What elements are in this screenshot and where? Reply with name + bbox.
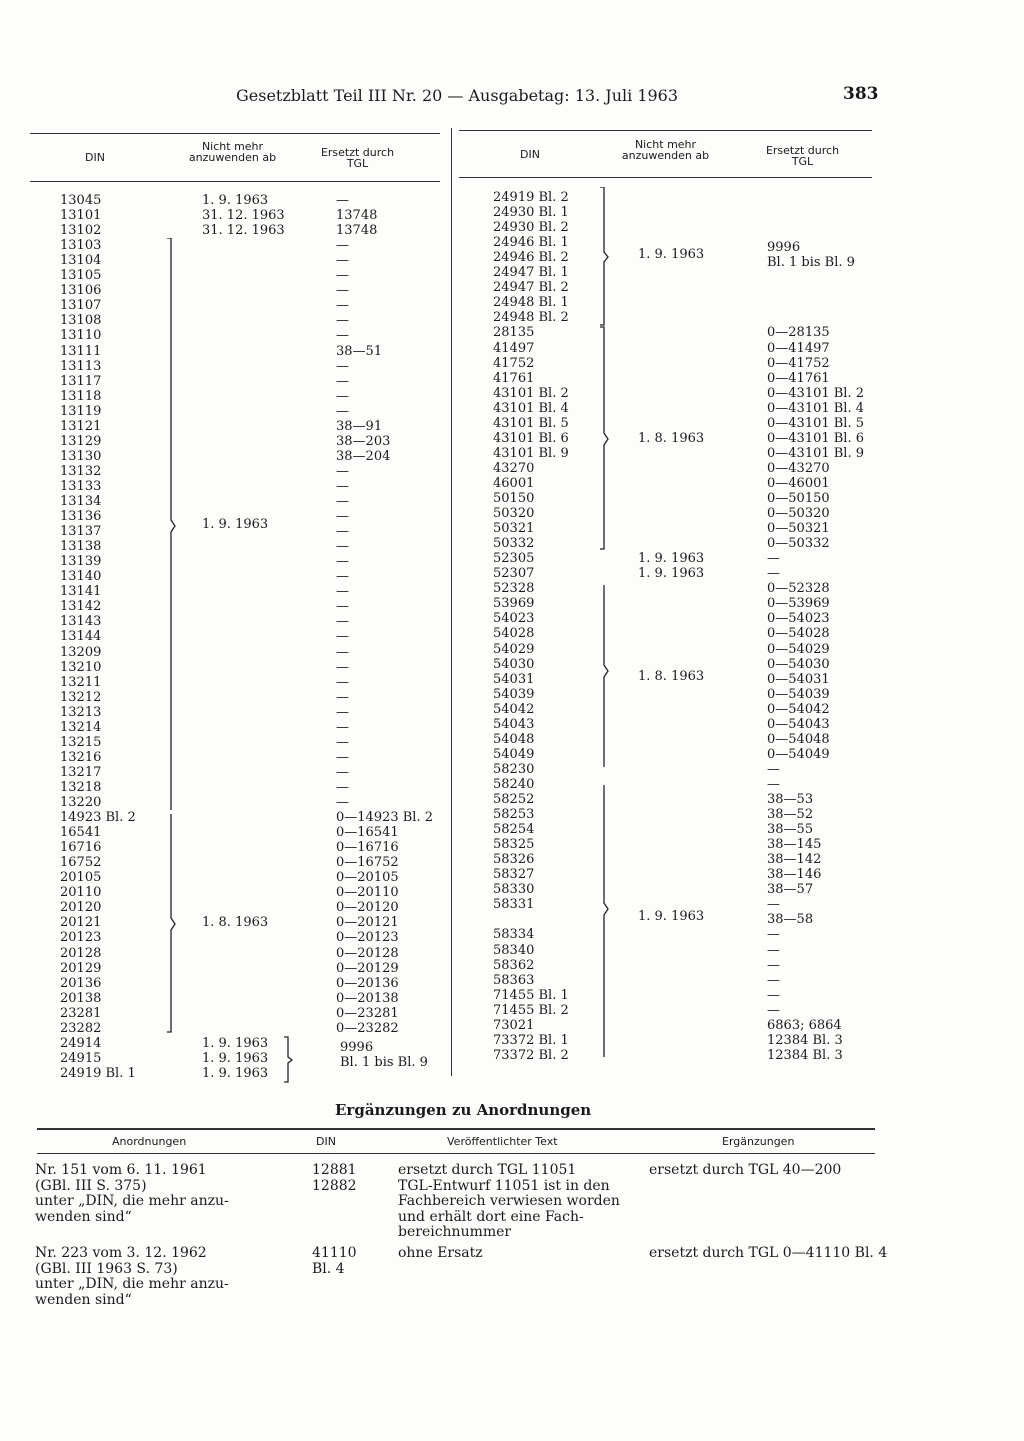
left-top-rule — [30, 133, 440, 134]
right-din-cell: 73021 — [493, 1017, 535, 1033]
right-din-cell: 24948 Bl. 1 — [493, 295, 569, 311]
right-din-cell: 54023 — [493, 611, 535, 627]
left-braces — [163, 238, 177, 1038]
left-din-cell: 13132 — [60, 463, 102, 479]
bottom-din-line: 41110 — [312, 1245, 357, 1261]
left-din-cell: 20123 — [60, 930, 102, 946]
left-tgl-cell: 0—16541 — [336, 825, 399, 841]
left-tgl-cell: — — [336, 644, 349, 660]
right-date-cell: 1. 9. 1963 — [638, 247, 705, 263]
left-tgl-cell: — — [336, 298, 349, 314]
left-date-cell: 1. 9. 1963 — [202, 1065, 269, 1081]
left-din-cell: 20105 — [60, 870, 102, 886]
bottom-text-line: Fachbereich verwiesen worden — [398, 1193, 620, 1209]
left-tgl-cell: — — [336, 403, 349, 419]
right-din-cell: 43101 Bl. 2 — [493, 385, 569, 401]
section-title: Ergänzungen zu Anordnungen — [335, 1101, 592, 1119]
left-din-cell: 13045 — [60, 193, 102, 208]
bottom-top-rule — [37, 1128, 875, 1130]
left-din-cell: 13130 — [60, 448, 102, 464]
left-din-cell: 20120 — [60, 900, 102, 916]
right-din-cell: 58331 — [493, 897, 535, 913]
right-tgl-cell: 0—43270 — [767, 460, 830, 476]
left-tgl-cell: — — [336, 569, 349, 585]
right-tgl-cell: 38—57 — [767, 882, 814, 898]
right-din-cell: 52328 — [493, 581, 535, 597]
right-din-cell: 54031 — [493, 671, 535, 687]
left-tgl-cell: — — [336, 358, 349, 374]
left-tgl-cell: 13748 — [336, 223, 378, 239]
left-tgl-cell: — — [336, 328, 349, 344]
right-tgl-group-line2: Bl. 1 bis Bl. 9 — [767, 254, 855, 270]
left-tgl-cell: — — [336, 749, 349, 765]
right-date-cell: 1. 8. 1963 — [638, 668, 705, 684]
left-tgl-cell: 0—20105 — [336, 870, 399, 886]
left-din-cell: 13218 — [60, 779, 102, 795]
left-date-cell: 1. 9. 1963 — [202, 1035, 269, 1051]
right-tgl-cell: 12384 Bl. 3 — [767, 1047, 843, 1063]
right-braces — [598, 187, 612, 1057]
left-din-cell: 13142 — [60, 599, 102, 615]
left-din-cell: 13129 — [60, 433, 102, 449]
left-din-cell: 13121 — [60, 418, 102, 434]
right-tgl-cell: — — [767, 1002, 780, 1018]
right-din-cell: 54049 — [493, 746, 535, 762]
right-tgl-cell: — — [767, 897, 780, 913]
left-tgl-cell: 0—16716 — [336, 840, 399, 856]
right-din-cell: 58340 — [493, 942, 535, 958]
left-din-cell: 13117 — [60, 373, 102, 389]
right-date-cell: 1. 9. 1963 — [638, 551, 705, 567]
right-din-cell: 58363 — [493, 972, 535, 988]
page-header-title: Gesetzblatt Teil III Nr. 20 — Ausgabetag: 13. Juli 1963 — [236, 86, 679, 105]
left-tgl-cell: — — [336, 719, 349, 735]
left-tgl-cell: — — [336, 494, 349, 509]
left-date-cell: 31. 12. 1963 — [202, 223, 285, 239]
right-din-cell: 50321 — [493, 521, 535, 537]
left-din-header: DIN — [85, 151, 105, 164]
right-nicht-mehr-header: Nicht mehr anzuwenden ab — [621, 138, 710, 162]
right-tgl-cell: 0—50320 — [767, 506, 830, 522]
left-din-cell: 13106 — [60, 283, 102, 299]
left-din-cell: 13209 — [60, 644, 102, 660]
left-din-cell: 13140 — [60, 569, 102, 585]
bottom-anordnung-line: unter „DIN, die mehr anzu- — [35, 1276, 229, 1292]
right-din-cell: 71455 Bl. 2 — [493, 1002, 569, 1018]
right-tgl-cell: 38—146 — [767, 867, 822, 883]
right-din-cell: 54039 — [493, 686, 535, 702]
left-tgl-cell: — — [336, 463, 349, 479]
bottom-din-line: 12881 — [312, 1162, 357, 1178]
left-tgl-cell: — — [336, 283, 349, 299]
left-tgl-cell: 0—23282 — [336, 1020, 399, 1036]
right-din-cell: 41752 — [493, 355, 535, 371]
right-din-cell: 50320 — [493, 506, 535, 522]
right-date-cell: 1. 9. 1963 — [638, 909, 705, 925]
left-din-cell: 20136 — [60, 975, 102, 991]
left-tgl-cell: 0—20121 — [336, 915, 399, 931]
right-tgl-cell: 0—54042 — [767, 701, 830, 717]
left-ersetzt-header: Ersetzt durch TGL — [320, 146, 395, 170]
left-tgl-cell: — — [336, 629, 349, 645]
right-tgl-cell: 12384 Bl. 3 — [767, 1032, 843, 1048]
right-tgl-cell: 38—58 — [767, 912, 814, 928]
left-din-cell: 24915 — [60, 1050, 102, 1066]
left-date-cell: 1. 8. 1963 — [202, 915, 269, 931]
left-tgl-cell: — — [336, 795, 349, 810]
right-din-cell: 58325 — [493, 837, 535, 853]
right-din-cell: 58252 — [493, 792, 535, 807]
right-din-cell: 58334 — [493, 927, 535, 943]
right-din-cell: 41497 — [493, 340, 535, 356]
right-din-cell: 50150 — [493, 491, 535, 506]
left-tgl-cell: — — [336, 478, 349, 494]
right-din-cell: 73372 Bl. 2 — [493, 1047, 569, 1063]
right-din-cell: 71455 Bl. 1 — [493, 987, 569, 1003]
bottom-ergaenzung-line: ersetzt durch TGL 0—41110 Bl. 4 — [649, 1245, 888, 1261]
left-din-cell: 13102 — [60, 223, 102, 239]
left-tgl-cell: — — [336, 524, 349, 540]
left-tgl-cell: 0—20129 — [336, 960, 399, 976]
right-din-cell: 43101 Bl. 9 — [493, 445, 569, 461]
left-tgl-cell: 38—204 — [336, 448, 391, 464]
right-din-cell: 53969 — [493, 596, 535, 612]
left-tgl-cell: 38—51 — [336, 343, 383, 359]
bottom-anordnung-line: (GBl. III S. 375) — [35, 1177, 147, 1194]
right-tgl-cell: 0—54043 — [767, 716, 830, 732]
right-tgl-cell: — — [767, 776, 780, 792]
right-tgl-cell: 0—41761 — [767, 370, 830, 386]
left-din-cell: 16716 — [60, 840, 102, 856]
right-din-cell: 58253 — [493, 807, 535, 823]
left-din-cell: 13139 — [60, 554, 102, 570]
right-tgl-cell: 0—50332 — [767, 536, 830, 552]
left-tgl-cell: — — [336, 373, 349, 389]
left-date-cell: 1. 9. 1963 — [202, 193, 269, 208]
right-din-cell: 58326 — [493, 852, 535, 868]
right-din-cell: 58330 — [493, 882, 535, 898]
right-date-cell: 1. 9. 1963 — [638, 566, 705, 582]
left-din-cell: 13103 — [60, 238, 102, 254]
right-top-rule — [459, 130, 872, 131]
right-din-cell: 54042 — [493, 701, 535, 717]
left-tgl-cell: 0—14923 Bl. 2 — [336, 810, 434, 826]
right-tgl-cell: 0—54049 — [767, 746, 830, 762]
left-din-cell: 13119 — [60, 403, 102, 419]
right-tgl-cell: 0—54048 — [767, 731, 830, 747]
left-din-cell: 13134 — [60, 494, 102, 509]
right-tgl-cell: 0—50321 — [767, 521, 830, 537]
right-tgl-cell: 0—28135 — [767, 325, 830, 341]
left-din-cell: 13211 — [60, 674, 102, 690]
left-din-cell: 13220 — [60, 795, 102, 810]
left-din-cell: 13133 — [60, 478, 102, 494]
left-tgl-cell: 0—20136 — [336, 975, 399, 991]
left-din-cell: 24914 — [60, 1035, 102, 1051]
bottom-header-anordnungen: Anordnungen — [112, 1135, 187, 1148]
right-tgl-cell: — — [767, 972, 780, 988]
left-din-cell: 13105 — [60, 268, 102, 284]
right-din-cell: 54029 — [493, 641, 535, 657]
left-tgl-cell: — — [336, 253, 349, 269]
left-tgl-group-line2: Bl. 1 bis Bl. 9 — [340, 1055, 428, 1071]
bottom-anordnung-line: unter „DIN, die mehr anzu- — [35, 1193, 229, 1209]
right-din-cell: 28135 — [493, 325, 535, 341]
right-din-cell: 24919 Bl. 2 — [493, 190, 569, 205]
left-din-cell: 14923 Bl. 2 — [60, 810, 136, 826]
right-din-cell: 54030 — [493, 656, 535, 672]
right-tgl-cell: — — [767, 761, 780, 777]
right-tgl-cell: 38—55 — [767, 822, 814, 838]
left-tgl-group-line1: 9996 — [340, 1040, 374, 1056]
left-tgl-cell: — — [336, 689, 349, 705]
left-din-cell: 13111 — [60, 343, 102, 359]
right-din-cell: 54028 — [493, 626, 535, 642]
left-tgl-cell: — — [336, 388, 349, 404]
right-din-cell: 43270 — [493, 460, 535, 476]
left-tgl-cell: 13748 — [336, 208, 378, 224]
right-din-cell: 58362 — [493, 957, 535, 973]
left-din-cell: 23282 — [60, 1020, 102, 1036]
bottom-din-line: Bl. 4 — [312, 1260, 345, 1277]
left-din-cell: 13138 — [60, 539, 102, 555]
right-tgl-group-line1: 9996 — [767, 239, 801, 255]
left-din-cell: 13137 — [60, 524, 102, 540]
left-tgl-cell: — — [336, 193, 349, 208]
left-din-cell: 20138 — [60, 990, 102, 1006]
right-din-cell: 24948 Bl. 2 — [493, 310, 569, 326]
bottom-din-line: 12882 — [312, 1177, 357, 1194]
left-din-cell: 20128 — [60, 945, 102, 961]
left-din-cell: 20129 — [60, 960, 102, 976]
left-din-cell: 13141 — [60, 584, 102, 600]
bottom-header-rule — [37, 1153, 875, 1154]
bottom-header-text: Veröffentlichter Text — [447, 1135, 558, 1148]
right-tgl-cell: 0—54031 — [767, 671, 830, 687]
left-din-cell: 13213 — [60, 704, 102, 720]
bottom-header-din: DIN — [316, 1135, 336, 1148]
right-din-cell: 24930 Bl. 1 — [493, 205, 569, 221]
right-tgl-cell: 0—41497 — [767, 340, 830, 356]
right-date-cell: 1. 8. 1963 — [638, 430, 705, 446]
left-tgl-cell: 0—23281 — [336, 1005, 399, 1021]
right-tgl-cell: 0—54030 — [767, 656, 830, 672]
right-din-cell: 46001 — [493, 475, 535, 491]
left-small-brace — [282, 1036, 294, 1084]
right-tgl-cell: 6863; 6864 — [767, 1017, 842, 1033]
bottom-anordnung-line: (GBl. III 1963 S. 73) — [35, 1260, 178, 1277]
bottom-anordnung-line: wenden sind“ — [35, 1291, 132, 1308]
right-tgl-cell: 0—50150 — [767, 491, 830, 506]
left-tgl-cell: — — [336, 599, 349, 615]
left-nicht-mehr-header: Nicht mehr anzuwenden ab — [188, 140, 277, 164]
left-din-cell: 13214 — [60, 719, 102, 735]
bottom-anordnung-line: Nr. 151 vom 6. 11. 1961 — [35, 1162, 207, 1178]
right-din-cell: 58230 — [493, 761, 535, 777]
left-din-cell: 13210 — [60, 659, 102, 675]
left-tgl-cell: — — [336, 764, 349, 780]
right-din-header: DIN — [520, 148, 540, 161]
bottom-text-line: ohne Ersatz — [398, 1245, 483, 1261]
left-tgl-cell: 38—203 — [336, 433, 391, 449]
right-tgl-cell: 0—54023 — [767, 611, 830, 627]
right-din-cell: 50332 — [493, 536, 535, 552]
bottom-header-ergaenzungen: Ergänzungen — [722, 1135, 795, 1148]
left-din-cell: 13216 — [60, 749, 102, 765]
right-tgl-cell: 38—145 — [767, 837, 822, 853]
left-din-cell: 13107 — [60, 298, 102, 314]
left-tgl-cell: 0—20110 — [336, 885, 399, 901]
left-tgl-cell: — — [336, 584, 349, 600]
left-tgl-cell: 0—16752 — [336, 855, 399, 871]
left-din-cell: 24919 Bl. 1 — [60, 1065, 136, 1081]
left-din-cell: 13217 — [60, 764, 102, 780]
left-tgl-cell: 0—20128 — [336, 945, 399, 961]
right-din-cell: 73372 Bl. 1 — [493, 1032, 569, 1048]
left-din-cell: 13212 — [60, 689, 102, 705]
right-tgl-cell: — — [767, 987, 780, 1003]
left-tgl-cell: 0—20120 — [336, 900, 399, 916]
left-date-cell: 1. 9. 1963 — [202, 1050, 269, 1066]
left-din-cell: 13101 — [60, 208, 102, 224]
left-din-cell: 13104 — [60, 253, 102, 269]
left-din-cell: 13110 — [60, 328, 102, 344]
right-tgl-cell: 0—43101 Bl. 6 — [767, 430, 865, 446]
right-tgl-cell: — — [767, 927, 780, 943]
right-tgl-cell: 0—52328 — [767, 581, 830, 597]
right-ersetzt-header: Ersetzt durch TGL — [765, 144, 840, 168]
right-tgl-cell: 0—43101 Bl. 9 — [767, 445, 865, 461]
right-din-cell: 54043 — [493, 716, 535, 732]
left-date-cell: 1. 9. 1963 — [202, 516, 269, 532]
right-header-rule — [459, 177, 872, 178]
left-din-cell: 13144 — [60, 629, 102, 645]
right-tgl-cell: 0—43101 Bl. 2 — [767, 385, 865, 401]
right-din-cell: 43101 Bl. 4 — [493, 400, 569, 416]
right-tgl-cell: — — [767, 566, 780, 582]
right-tgl-cell: 0—54029 — [767, 641, 830, 657]
right-din-cell: 24947 Bl. 2 — [493, 280, 569, 296]
left-tgl-cell: — — [336, 674, 349, 690]
right-din-cell: 43101 Bl. 5 — [493, 415, 569, 431]
left-tgl-cell: — — [336, 779, 349, 795]
right-tgl-cell: 38—142 — [767, 852, 822, 868]
right-din-cell: 41761 — [493, 370, 535, 386]
right-din-cell: 24930 Bl. 2 — [493, 220, 569, 236]
right-din-cell: 43101 Bl. 6 — [493, 430, 569, 446]
left-tgl-cell: 0—20138 — [336, 990, 399, 1006]
column-divider — [451, 128, 452, 1076]
right-tgl-cell: 0—46001 — [767, 475, 830, 491]
bottom-ergaenzung-line: ersetzt durch TGL 40—200 — [649, 1162, 842, 1178]
left-tgl-cell: — — [336, 268, 349, 284]
left-din-cell: 13118 — [60, 388, 102, 404]
right-tgl-cell: 38—52 — [767, 807, 814, 823]
left-din-cell: 23281 — [60, 1005, 102, 1021]
right-tgl-cell: 0—53969 — [767, 596, 830, 612]
left-tgl-cell: — — [336, 509, 349, 525]
left-din-cell: 20110 — [60, 885, 102, 901]
left-tgl-cell: 0—20123 — [336, 930, 399, 946]
right-tgl-cell: — — [767, 957, 780, 973]
left-din-cell: 13113 — [60, 358, 102, 374]
bottom-text-line: bereichnummer — [398, 1224, 512, 1240]
left-din-cell: 13108 — [60, 313, 102, 329]
right-tgl-cell: 0—41752 — [767, 355, 830, 371]
right-din-cell: 24947 Bl. 1 — [493, 265, 569, 281]
right-tgl-cell: 0—43101 Bl. 4 — [767, 400, 865, 416]
right-din-cell: 58240 — [493, 776, 535, 792]
left-din-cell: 13143 — [60, 614, 102, 630]
right-tgl-cell: — — [767, 551, 780, 567]
right-tgl-cell: 0—43101 Bl. 5 — [767, 415, 865, 431]
right-tgl-cell: 0—54039 — [767, 686, 830, 702]
left-tgl-cell: — — [336, 614, 349, 630]
right-din-cell: 52307 — [493, 566, 535, 582]
left-tgl-cell: — — [336, 704, 349, 720]
left-tgl-cell: — — [336, 554, 349, 570]
right-tgl-cell: 0—54028 — [767, 626, 830, 642]
left-tgl-cell: 38—91 — [336, 418, 383, 434]
bottom-text-line: TGL-Entwurf 11051 ist in den — [398, 1177, 610, 1194]
right-tgl-cell: — — [767, 942, 780, 958]
left-tgl-cell: — — [336, 539, 349, 555]
right-din-cell: 24946 Bl. 2 — [493, 250, 569, 266]
page-number: 383 — [843, 84, 879, 104]
right-tgl-cell: 38—53 — [767, 792, 814, 807]
right-din-cell: 24946 Bl. 1 — [493, 235, 569, 251]
left-din-cell: 13136 — [60, 509, 102, 525]
bottom-anordnung-line: wenden sind“ — [35, 1208, 132, 1225]
right-din-cell: 52305 — [493, 551, 535, 567]
left-din-cell: 16752 — [60, 855, 102, 871]
left-din-cell: 20121 — [60, 915, 102, 931]
left-din-cell: 13215 — [60, 734, 102, 750]
left-din-cell: 16541 — [60, 825, 102, 841]
left-tgl-cell: — — [336, 734, 349, 750]
left-tgl-cell: — — [336, 313, 349, 329]
right-din-cell: 54048 — [493, 731, 535, 747]
left-tgl-cell: — — [336, 659, 349, 675]
left-date-cell: 31. 12. 1963 — [202, 208, 285, 224]
bottom-anordnung-line: Nr. 223 vom 3. 12. 1962 — [35, 1245, 207, 1261]
bottom-text-line: ersetzt durch TGL 11051 — [398, 1162, 577, 1178]
left-header-rule — [30, 181, 440, 182]
bottom-text-line: und erhält dort eine Fach- — [398, 1208, 584, 1225]
left-tgl-cell: — — [336, 238, 349, 254]
right-din-cell: 58327 — [493, 867, 535, 883]
right-din-cell: 58254 — [493, 822, 535, 838]
